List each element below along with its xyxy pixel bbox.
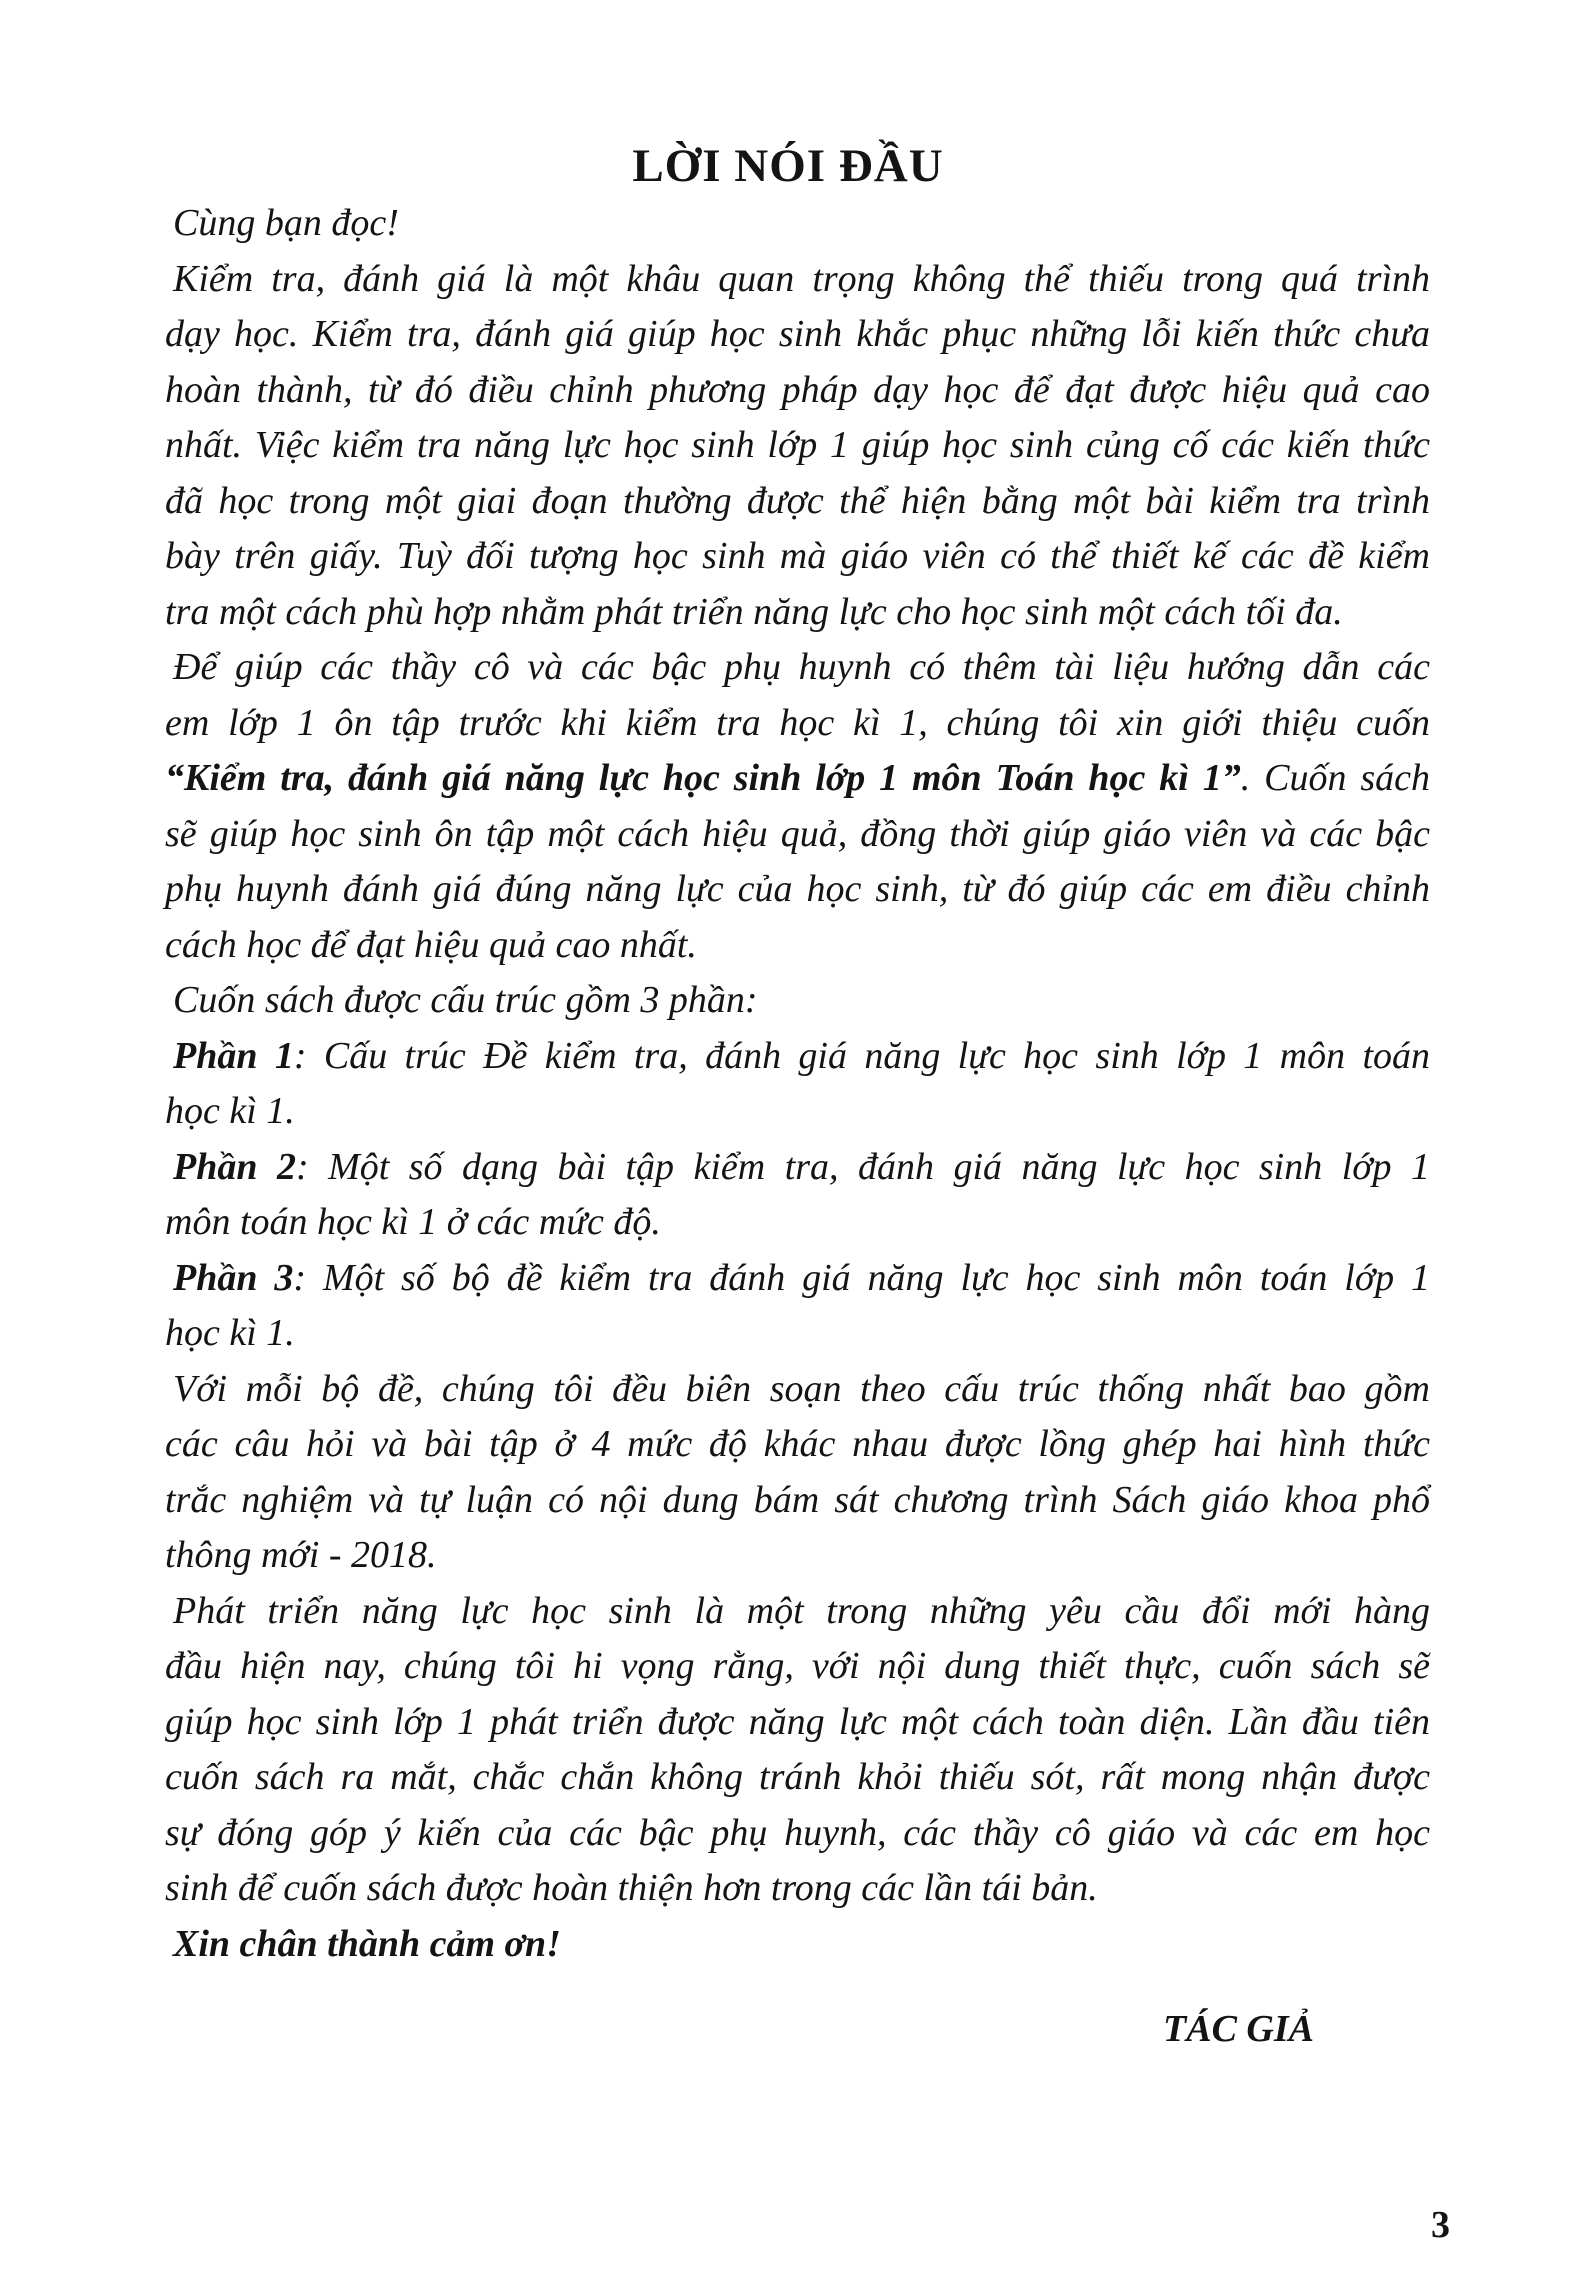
text-line: đầu hiện nay, chúng tôi hi vọng rằng, với nội dung thiết thực, cuốn sách sẽ — [165, 1645, 1430, 1687]
author-signature: TÁC GIẢ — [1163, 2008, 1314, 2050]
text-line: các câu hỏi và bài tập ở 4 mức độ khác nhau được lồng ghép hai hình thức — [165, 1423, 1430, 1465]
text-line: sinh để cuốn sách được hoàn thiện hơn trong các lần tái bản. — [165, 1867, 1098, 1909]
closing-thanks: Xin chân thành cảm ơn! — [173, 1922, 561, 1965]
part-3 — [165, 1251, 1430, 1362]
text-line: Kiểm tra, đánh giá là một khâu quan trọng không thể thiếu trong quá trình — [173, 257, 1430, 300]
part-2 — [165, 1140, 1430, 1251]
page-title: LỜI NÓI ĐẦU — [632, 140, 944, 192]
text-line — [165, 1029, 1430, 1085]
text-line: thông mới - 2018. — [165, 1534, 437, 1576]
text-line: trắc nghiệm và tự luận có nội dung bám sát chương trình Sách giáo khoa phổ — [165, 1478, 1430, 1521]
text-line — [165, 1251, 1430, 1307]
text-line: cuốn sách ra mắt, chắc chắn không tránh khỏi thiếu sót, rất mong nhận được — [165, 1756, 1430, 1798]
text-line: phụ huynh đánh giá đúng năng lực của học sinh, từ đó giúp các em điều chỉnh — [165, 868, 1430, 910]
part-label: Phần 1 — [173, 1034, 294, 1077]
text-line: Phát triển năng lực học sinh là một trong những yêu cầu đổi mới hàng — [173, 1589, 1430, 1632]
text-fragment: : Một số bộ đề kiểm tra đánh giá năng lực học sinh môn toán lớp 1 — [293, 1256, 1430, 1299]
text-line — [165, 1140, 1430, 1196]
text-line: em lớp 1 ôn tập trước khi kiểm tra học kì 1, chúng tôi xin giới thiệu cuốn — [165, 701, 1430, 744]
text-line: giúp học sinh lớp 1 phát triển được năng lực một cách toàn diện. Lần đầu tiên — [165, 1700, 1430, 1743]
text-line: học kì 1. — [165, 1090, 295, 1132]
paragraph-1 — [165, 252, 1430, 641]
text-line: sẽ giúp học sinh ôn tập một cách hiệu quả, đồng thời giúp giáo viên và các bậc — [165, 812, 1430, 855]
greeting: Cùng bạn đọc! — [173, 202, 399, 244]
text-fragment: : Một số dạng bài tập kiểm tra, đánh giá năng lực học sinh lớp 1 — [295, 1145, 1431, 1188]
paragraph-3 — [165, 1362, 1430, 1584]
text-line: bày trên giấy. Tuỳ đối tượng học sinh mà giáo viên có thể thiết kế các đề kiểm — [165, 535, 1430, 577]
text-line: hoàn thành, từ đó điều chỉnh phương pháp dạy học để đạt được hiệu quả cao — [165, 368, 1430, 411]
part-1 — [165, 1029, 1430, 1140]
paragraph-4 — [165, 1584, 1430, 1917]
text-line: Để giúp các thầy cô và các bậc phụ huynh có thêm tài liệu hướng dẫn các — [173, 646, 1430, 688]
part-label: Phần 2 — [173, 1145, 296, 1188]
preface-body — [165, 196, 1430, 1972]
structure-intro: Cuốn sách được cấu trúc gồm 3 phần: — [173, 979, 758, 1021]
text-line — [165, 751, 1430, 807]
text-line: Với mỗi bộ đề, chúng tôi đều biên soạn theo cấu trúc thống nhất bao gồm — [173, 1367, 1430, 1410]
text-line: nhất. Việc kiểm tra năng lực học sinh lớp 1 giúp học sinh củng cố các kiến thức — [165, 424, 1430, 466]
text-line: tra một cách phù hợp nhằm phát triển năng lực cho học sinh một cách tối đa. — [165, 590, 1343, 633]
page-number: 3 — [1431, 2204, 1450, 2246]
text-line: dạy học. Kiểm tra, đánh giá giúp học sinh khắc phục những lỗi kiến thức chưa — [165, 313, 1430, 355]
text-line: đã học trong một giai đoạn thường được thể hiện bằng một bài kiểm tra trình — [165, 479, 1430, 522]
text-line: học kì 1. — [165, 1312, 295, 1354]
book-title: “Kiểm tra, đánh giá năng lực học sinh lớp 1 môn Toán học kì 1” — [165, 757, 1241, 799]
text-fragment: . Cuốn sách — [1240, 757, 1430, 799]
text-line: cách học để đạt hiệu quả cao nhất. — [165, 923, 697, 966]
text-line: môn toán học kì 1 ở các mức độ. — [165, 1201, 661, 1243]
part-label: Phần 3 — [173, 1256, 294, 1299]
paragraph-2 — [165, 640, 1430, 973]
text-line: sự đóng góp ý kiến của các bậc phụ huynh, các thầy cô giáo và các em học — [165, 1811, 1430, 1854]
text-fragment: : Cấu trúc Đề kiểm tra, đánh giá năng lực học sinh lớp 1 môn toán — [293, 1034, 1431, 1077]
